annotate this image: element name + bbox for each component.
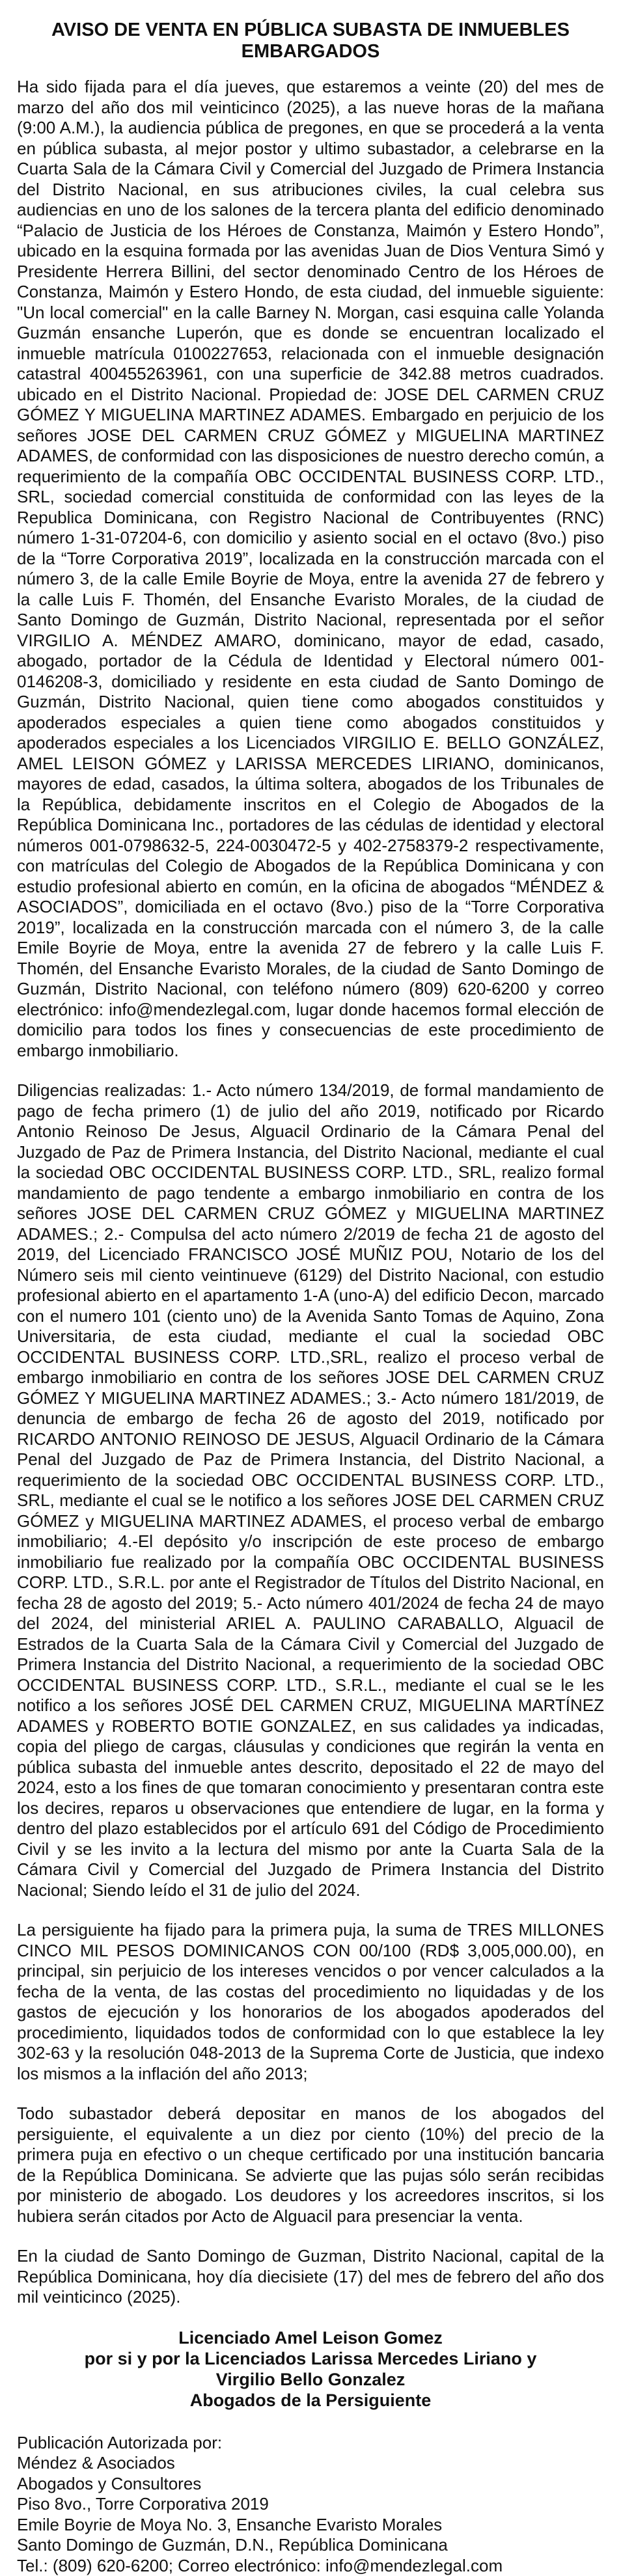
notice-title <box>30 20 591 62</box>
footer-line: Emile Boyrie de Moya No. 3, Ensanche Evaristo Morales <box>17 2515 604 2536</box>
title-line: AVISO DE VENTA EN PÚBLICA SUBASTA DE INMUEBLES <box>30 20 591 41</box>
date-place-paragraph: En la ciudad de Santo Domingo de Guzman, Distrito Nacional, capital de la República Dominicana, hoy día diecisiete (17) del mes de febrero del año dos mil veinticinco (2025). <box>17 2246 604 2308</box>
auction-announcement-paragraph: Ha sido fijada para el día jueves, que estaremos a veinte (20) del mes de marzo del año dos mil veinticinco (2025), a las nueve horas de la mañana (9:00 A.M.), la audiencia pública de pregones, en que se procederá a la venta en pública subasta, al mejor postor y ultimo subastador, a celebrarse en la Cuarta Sala de la Cámara Civil y Comercial del Juzgado de Primera Instancia del Distrito Nacional, en sus atribuciones civiles, la cual celebra sus audiencias en uno de los salones de la tercera planta del edificio denominado “Palacio de Justicia de los Héroes de Constanza, Maimón y Estero Hondo”, ubicado en la esquina formada por las avenidas Juan de Dios Ventura Simó y Presidente Herrera Billini, del sector denominado Centro de los Héroes de Constanza, Maimón y Estero Hondo, de esta ciudad, del inmueble siguiente: "Un local comercial" en la calle Barney N. Morgan, casi esquina calle Yolanda Guzmán ensanche Luperón, que es donde se encuentran localizado el inmueble matrícula 0100227653, relacionada con el inmueble designación catastral 400455263961, con una superficie de 342.88 metros cuadrados. ubicado en el Distrito Nacional. Propiedad de: JOSE DEL CARMEN CRUZ GÓMEZ Y MIGUELINA MARTINEZ ADAMES. Embargado en perjuicio de los señores JOSE DEL CARMEN CRUZ GÓMEZ y MIGUELINA MARTINEZ ADAMES, de conformidad con las disposiciones de nuestro derecho común, a requerimiento de la compañía OBC OCCIDENTAL BUSINESS CORP. LTD., SRL, sociedad comercial constituida de conformidad con las leyes de la Republica Dominicana, con Registro Nacional de Contribuyentes (RNC) número 1-31-07204-6, con domicilio y asiento social en el octavo (8vo.) piso de la “Torre Corporativa 2019”, localizada en la construcción marcada con el número 3, de la calle Emile Boyrie de Moya, entre la avenida 27 de febrero y la calle Luis F. Thomén, del Ensanche Evaristo Morales, de la ciudad de Santo Domingo de Guzmán, Distrito Nacional, representada por el señor VIRGILIO A. MÉNDEZ AMARO, dominicano, mayor de edad, casado, abogado, portador de la Cédula de Identidad y Electoral número 001-0146208-3, domiciliado y residente en esta ciudad de Santo Domingo de Guzmán, Distrito Nacional, quien tiene como abogados constituidos y apoderados especiales a quien tiene como abogados constituidos y apoderados especiales a los Licenciados VIRGILIO E. BELLO GONZÁLEZ, AMEL LEISON GÓMEZ y LARISSA MERCEDES LIRIANO, dominicanos, mayores de edad, casados, la última soltera, abogados de los Tribunales de la República, debidamente inscritos en el Colegio de Abogados de la República Dominicana Inc., portadores de las cédulas de identidad y electoral números 001-0798632-5, 224-0030472-5 y 402-2758379-2 respectivamente, con matrículas del Colegio de Abogados de la República Dominicana y con estudio profesional abierto en común, en la oficina de abogados “MÉNDEZ & ASOCIADOS”, domiciliada en el octavo (8vo.) piso de la “Torre Corporativa 2019”, localizada en la construcción marcada con el número 3, de la calle Emile Boyrie de Moya, entre la avenida 27 de febrero y la calle Luis F. Thomén, del Ensanche Evaristo Morales, de la ciudad de Santo Domingo de Guzmán, Distrito Nacional, con teléfono número (809) 620-6200 y correo electrónico: info@mendezlegal.com, lugar donde hacemos formal elección de domicilio para todos los fines y consecuencias de este procedimiento de embargo inmobiliario. <box>17 77 604 1061</box>
procedural-steps-paragraph: Diligencias realizadas: 1.- Acto número 134/2019, de formal mandamiento de pago de fecha primero (1) de julio del año 2019, notificado por Ricardo Antonio Reinoso De Jesus, Alguacil Ordinario de la Cámara Penal del Juzgado de Paz de Primera Instancia, del Distrito Nacional, mediante el cual la sociedad OBC OCCIDENTAL BUSINESS CORP. LTD., SRL, realizo formal mandamiento de pago tendente a embargo inmobiliario en contra de los señores JOSE DEL CARMEN CRUZ GÓMEZ y MIGUELINA MARTINEZ ADAMES.; 2.- Compulsa del acto número 2/2019 de fecha 21 de agosto del 2019, del Licenciado FRANCISCO JOSÉ MUÑIZ POU, Notario de los del Número seis mil ciento veintinueve (6129) del Distrito Nacional, con estudio profesional abierto en el apartamento 1-A (uno-A) del edificio Decon, marcado con el numero 101 (ciento uno) de la Avenida Santo Tomas de Aquino, Zona Universitaria, de esta ciudad, mediante el cual la sociedad OBC OCCIDENTAL BUSINESS CORP. LTD.,SRL, realizo el proceso verbal de embargo inmobiliario en contra de los señores JOSE DEL CARMEN CRUZ GÓMEZ Y MIGUELINA MARTINEZ ADAMES.; 3.- Acto número 181/2019, de denuncia de embargo de fecha 26 de agosto del 2019, notificado por RICARDO ANTONIO REINOSO DE JESUS, Alguacil Ordinario de la Cámara Penal del Juzgado de Paz de Primera Instancia, del Distrito Nacional, a requerimiento de la sociedad OBC OCCIDENTAL BUSINESS CORP. LTD., SRL, mediante el cual se le notifico a los señores JOSE DEL CARMEN CRUZ GÓMEZ y MIGUELINA MARTINEZ ADAMES, el proceso verbal de embargo inmobiliario; 4.-El depósito y/o inscripción de este proceso de embargo inmobiliario fue realizado por la compañía OBC OCCIDENTAL BUSINESS CORP. LTD., S.R.L. por ante el Registrador de Títulos del Distrito Nacional, en fecha 28 de agosto del 2019; 5.- Acto número 401/2024 de fecha 24 de mayo del 2024, del ministerial ARIEL A. PAULINO CARABALLO, Alguacil de Estrados de la Cuarta Sala de la Cámara Civil y Comercial del Juzgado de Primera Instancia del Distrito Nacional, a requerimiento de la sociedad OBC OCCIDENTAL BUSINESS CORP. LTD., S.R.L., mediante el cual se le les notifico a los señores JOSÉ DEL CARMEN CRUZ, MIGUELINA MARTÍNEZ ADAMES y ROBERTO BOTIE GONZALEZ, en sus calidades ya indicadas, copia del pliego de cargas, cláusulas y condiciones que regirán la venta en pública subasta del inmueble antes descrito, depositado el 22 de mayo del 2024, esto a los fines de que tomaran conocimiento y presentaran contra este los decires, reparos u observaciones que entendiere de lugar, en la forma y dentro del plazo establecidos por el artículo 691 del Código de Procedimiento Civil y se les invito a la lectura del mismo por ante la Cuarta Sala de la Cámara Civil y Comercial del Juzgado de Primera Instancia del Distrito Nacional; Siendo leído el 31 de julio del 2024. <box>17 1080 604 1900</box>
signature-line: por si y por la Licenciados Larissa Mercedes Liriano y <box>17 2348 604 2369</box>
title-line: EMBARGADOS <box>30 41 591 62</box>
footer-line: Méndez & Asociados <box>17 2453 604 2474</box>
signature-line: Licenciado Amel Leison Gomez <box>17 2327 604 2348</box>
signature-block <box>17 2327 604 2411</box>
footer-line: Abogados y Consultores <box>17 2474 604 2495</box>
starting-bid-paragraph: La persiguiente ha fijado para la primera puja, la suma de TRES MILLONES CINCO MIL PESOS DOMINICANOS CON 00/100 (RD$ 3,005,000.00), en principal, sin perjuicio de los intereses vencidos o por vencer calculados a la fecha de la venta, de las costas del procedimiento no liquidadas y de los gastos de ejecución y los honorarios de los abogados apoderados del procedimiento, liquidados todos de conformidad con lo que establece la ley 302-63 y la resolución 048-2013 de la Suprema Corte de Justicia, que indexo los mismos a la inflación del año 2013; <box>17 1920 604 2084</box>
footer-line: Tel.: (809) 620-6200; Correo electrónico: info@mendezlegal.com <box>17 2556 604 2576</box>
signature-line: Abogados de la Persiguiente <box>17 2390 604 2411</box>
footer-line: Santo Domingo de Guzmán, D.N., República Dominicana <box>17 2535 604 2556</box>
footer-line: Piso 8vo., Torre Corporativa 2019 <box>17 2494 604 2515</box>
deposit-requirement-paragraph: Todo subastador deberá depositar en manos de los abogados del persiguiente, el equivalente a un diez por ciento (10%) del precio de la primera puja en efectivo o un cheque certificado por una institución bancaria de la República Dominicana. Se advierte que las pujas sólo serán recibidas por ministerio de abogado. Los deudores y los acreedores inscritos, si los hubiera serán citados por Acto de Alguacil para presenciar la venta. <box>17 2103 604 2227</box>
signature-line: Virgilio Bello Gonzalez <box>17 2369 604 2390</box>
publication-footer <box>17 2433 604 2576</box>
footer-line: Publicación Autorizada por: <box>17 2433 604 2454</box>
